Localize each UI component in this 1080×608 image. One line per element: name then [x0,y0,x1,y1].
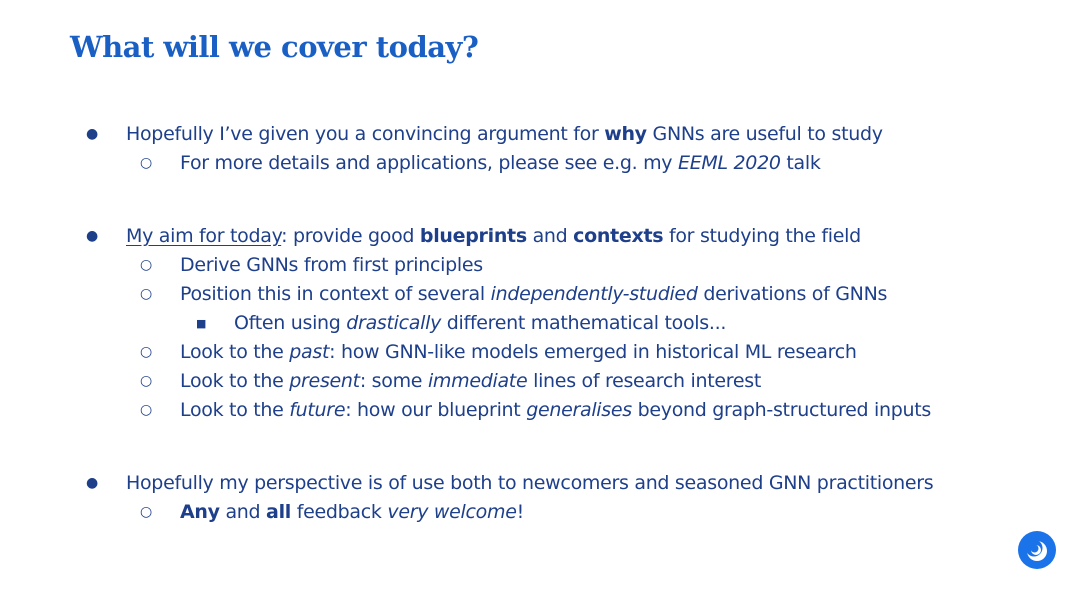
bullet-circle-icon: ○ [140,373,152,389]
bullet-dot-icon: ● [86,475,98,491]
bullet-circle-icon: ○ [140,257,152,273]
bullet-circle-icon: ○ [140,286,152,302]
bullet-dot-icon: ● [86,126,98,142]
bullet-circle-icon: ○ [140,344,152,360]
bullet-circle-icon: ○ [140,155,152,171]
slide: What will we cover today? ● Hopefully I’ve given you a convincing argument for why GNNs are useful to study ○ For more details and applications, please see e.g. my EEML 2020 talk ● My aim for today: provide good blueprints and contexts for studying the field ○ Derive GNNs from first principles ○ Position this in context of several independently-studied derivations of GNNs ■ Often using drastically different mathematical tools... ○ Look to the past: how GNN-like models emerged in historical ML research ○ Look to the present: some immediate lines of research interest ○ Look to the future: how our blueprint generalises beyond graph-structured inputs ● Hopefully my perspective is of use both to newcomers and seasoned GNN practitioners ○ Any and all feedback very welcome! [0,0,1080,608]
slide-title: What will we cover today? [70,30,479,64]
bullet-square-icon: ■ [196,317,207,330]
bullet-circle-icon: ○ [140,504,152,520]
deepmind-logo-icon [1017,530,1057,570]
bullet-circle-icon: ○ [140,402,152,418]
bullet-dot-icon: ● [86,228,98,244]
